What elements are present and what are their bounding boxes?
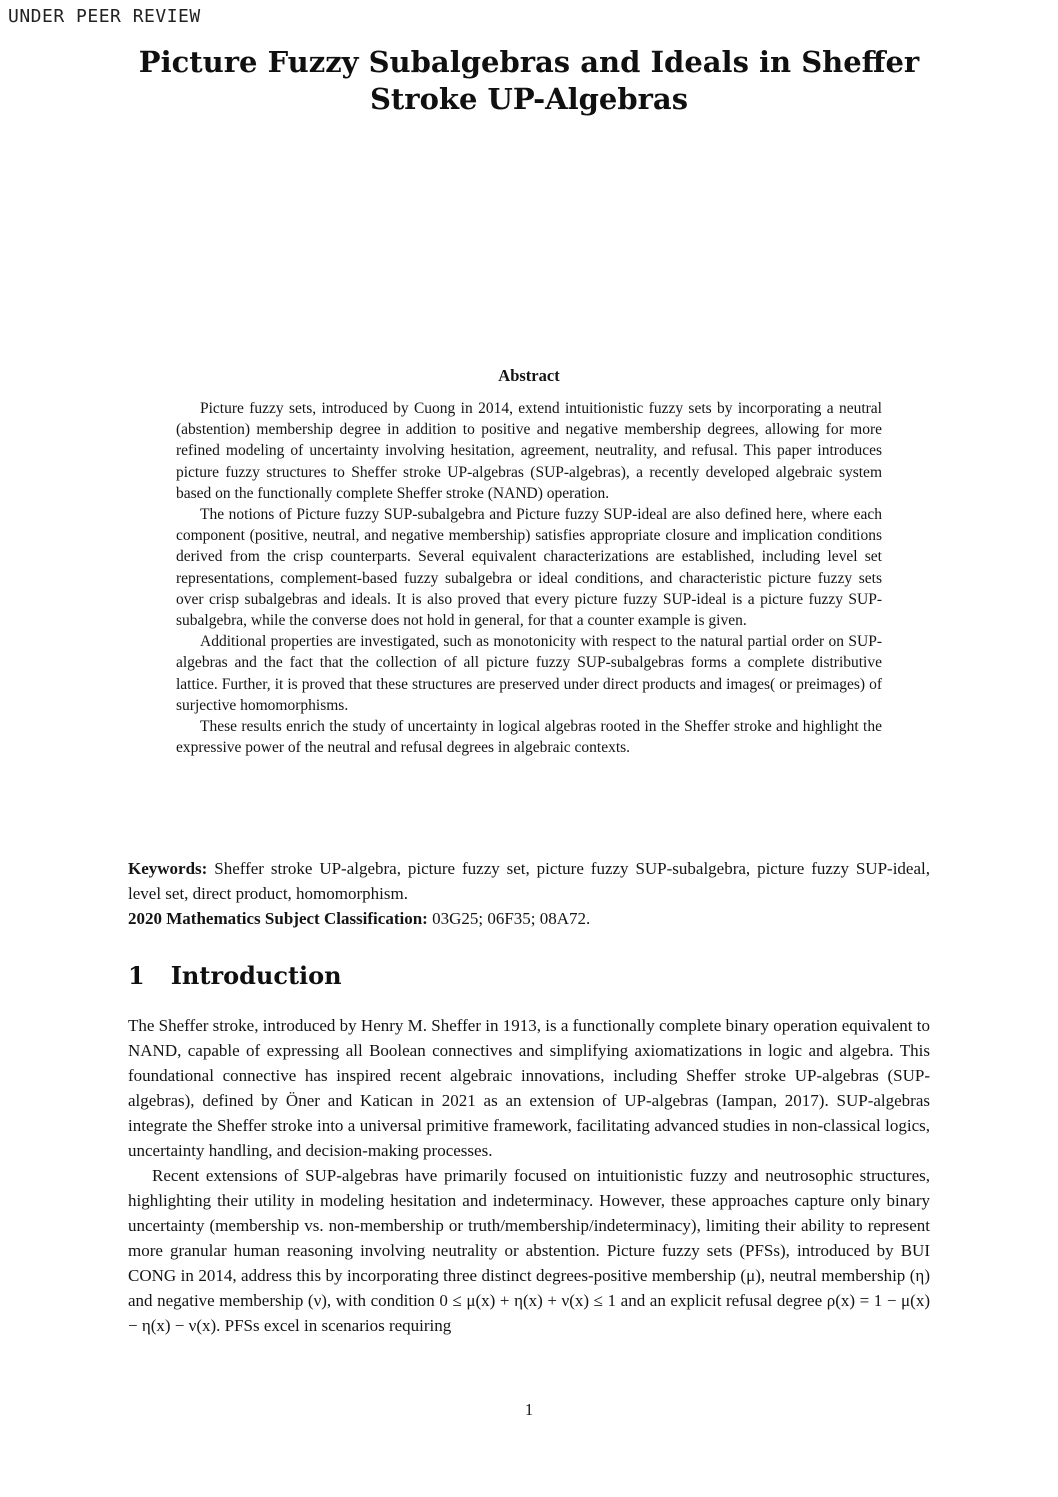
main-column [128,856,930,1338]
msc-line [128,906,930,931]
section-number: 1 [128,961,145,990]
body-paragraph: The Sheffer stroke, introduced by Henry M. Sheffer in 1913, is a functionally complete binary operation equivalent to NAND, capable of expressing all Boolean connectives and simplifying axiomatizations in logic and algebra. This foundational connective has inspired recent algebraic innovations, including Sheffer stroke UP-algebras (SUP-algebras), defined by Öner and Katican in 2021 as an extension of UP-algebras (Iampan, 2017). SUP-algebras integrate the Sheffer stroke into a universal primitive framework, facilitating advanced studies in non-classical logics, uncertainty handling, and decision-making processes. [128,1016,930,1160]
paper-title-line-1: Picture Fuzzy Subalgebras and Ideals in Sheffer [138,45,920,79]
paper-title [0,44,1058,118]
abstract-paragraph: These results enrich the study of uncertainty in logical algebras rooted in the Sheffer stroke and highlight the expressive power of the neutral and refusal degrees in algebraic contexts. [176,718,882,757]
msc-text: 03G25; 06F35; 08A72. [427,909,591,928]
abstract-section [176,366,882,758]
body-paragraph: Recent extensions of SUP-algebras have primarily focused on intuitionistic fuzzy and neutrosophic structures, highlighting their utility in modeling hesitation and indeterminacy. However, these approaches capture only binary uncertainty (membership vs. non-membership or truth/membership/indeterminacy), limiting their ability to represent more granular human reasoning involving neutrality or abstention. Picture fuzzy sets (PFSs), introduced by BUI CONG in 2014, address this by incorporating three distinct degrees-positive membership (μ), neutral membership (η) and negative membership (ν), with condition 0 ≤ μ(x) + η(x) + ν(x) ≤ 1 and an explicit refusal degree ρ(x) = 1 − μ(x) − η(x) − ν(x). PFSs excel in scenarios requiring [128,1166,930,1335]
abstract-paragraph: Additional properties are investigated, such as monotonicity with respect to the natural partial order on SUP-algebras and the fact that the collection of all picture fuzzy SUP-subalgebras forms a complete distributive lattice. Further, it is proved that these structures are preserved under direct products and images( or preimages) of surjective homomorphisms. [176,633,882,714]
msc-label: 2020 Mathematics Subject Classification: [128,909,428,928]
keywords-text: Sheffer stroke UP-algebra, picture fuzzy set, picture fuzzy SUP-subalgebra, picture fuzzy SUP-ideal, level set, direct product, homomorphism. [128,859,930,903]
section-title: Introduction [170,961,342,990]
peer-review-watermark: UNDER PEER REVIEW [8,6,201,27]
section-heading-introduction [128,961,930,991]
paper-title-line-2: Stroke UP-Algebras [369,82,689,116]
keywords-line [128,856,930,906]
page-number: 1 [524,1400,534,1419]
abstract-heading: Abstract [498,366,560,385]
abstract-paragraph: Picture fuzzy sets, introduced by Cuong in 2014, extend intuitionistic fuzzy sets by incorporating a neutral (abstention) membership degree in addition to positive and negative membership degrees, allowing for more refined modeling of uncertainty involving hesitation, agreement, neutrality, and refusal. This paper introduces picture fuzzy structures to Sheffer stroke UP-algebras (SUP-algebras), a recently developed algebraic system based on the functionally complete Sheffer stroke (NAND) operation. [176,400,882,502]
abstract-paragraph: The notions of Picture fuzzy SUP-subalgebra and Picture fuzzy SUP-ideal are also defined here, where each component (positive, neutral, and negative membership) satisfies appropriate closure and implication conditions derived from the crisp counterparts. Several equivalent characterizations are established, including level set representations, complement-based fuzzy subalgebra or ideal conditions, and characteristic picture fuzzy sets over crisp subalgebras and ideals. It is also proved that every picture fuzzy SUP-ideal is a picture fuzzy SUP-subalgebra, while the converse does not hold in general, for that a counter example is given. [176,506,882,630]
keywords-label: Keywords: [128,859,208,878]
